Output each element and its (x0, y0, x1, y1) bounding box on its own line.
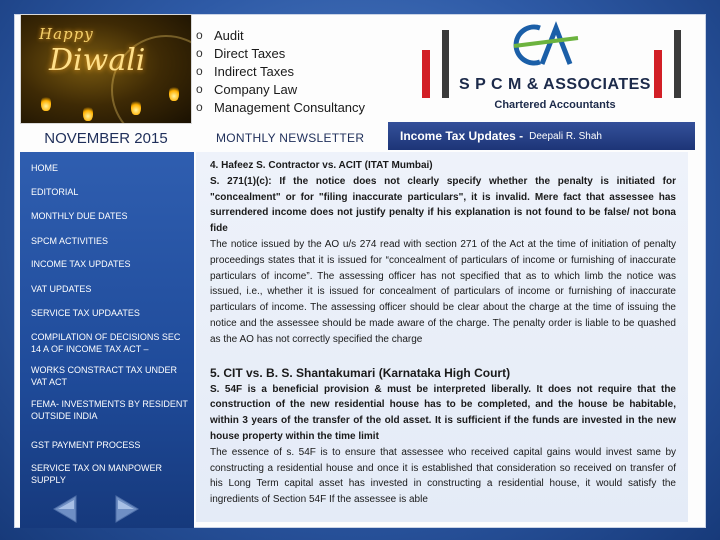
article-content (196, 152, 688, 522)
service-label: Audit (214, 27, 244, 43)
sidebar-nav (20, 152, 194, 528)
diya-lamp-icon (83, 105, 93, 121)
case-5-holding: S. 54F is a beneficial provision & must be interpreted liberally. It does not require that the construction of the new residential house has to be completed, and the house be habitable, within 3 years of the transfer of the old asset. It is sufficient if the funds are invested in the new house property within the time limit (210, 383, 676, 442)
service-item (196, 98, 406, 116)
case-4-title: 4. Hafeez S. Contractor vs. ACIT (ITAT Mumbai) (210, 160, 433, 171)
service-label: Management Consultancy (214, 99, 366, 115)
sidebar-item-compilation-sec-14a[interactable]: COMPILATION OF DECISIONS SEC 14 A OF INCOME TAX ACT – (31, 332, 181, 354)
topic-title: Income Tax Updates - (400, 129, 524, 143)
service-item (196, 44, 406, 62)
sidebar-item-monthly-due-dates[interactable]: MONTHLY DUE DATES (31, 211, 128, 221)
topic-bar (388, 122, 695, 150)
service-item (196, 26, 406, 44)
firm-subtitle: Chartered Accountants (494, 99, 616, 111)
bullet-icon: o (196, 82, 203, 96)
service-label: Direct Taxes (214, 45, 286, 61)
prev-arrow-icon[interactable] (50, 494, 80, 524)
firm-name: S P C M & ASSOCIATES (459, 76, 651, 93)
case-5-title: 5. CIT vs. B. S. Shantakumari (Karnataka High Court) (210, 365, 511, 380)
bullet-icon: o (196, 64, 203, 78)
diya-lamp-icon (41, 95, 51, 111)
greeting-line-2: Diwali (49, 43, 146, 78)
bullet-icon: o (196, 46, 203, 60)
sidebar-item-home[interactable]: HOME (31, 163, 58, 173)
case-4-body: The notice issued by the AO u/s 274 read with section 271 of the Act at the time of initiation of penalty proceedings states that it is issued for “concealment of particulars of income or furnishing of inaccurate particulars of income”. The assessing officer has not specified that as to which limb the notice was issued, i.e., whether it is issued for concealment of particulars of income or furnishing of inaccurate particulars of income. The assessing officer should be clear about the charge at the time of issuing the notice and the assessee should be made aware of the charge. The penalty order is liable to be quashed as the AO has not correctly specified the charge (210, 238, 676, 345)
sidebar-item-vat-updates[interactable]: VAT UPDATES (31, 284, 92, 294)
firm-logo (420, 14, 690, 124)
newsletter-title: MONTHLY NEWSLETTER (216, 131, 365, 145)
issue-month: NOVEMBER 2015 (44, 129, 168, 147)
sidebar-item-spcm-activities[interactable]: SPCM ACTIVITIES (31, 236, 109, 246)
diya-lamp-icon (131, 99, 141, 115)
service-item (196, 80, 406, 98)
case-5-body: The essence of s. 54F is to ensure that assessee who received capital gains would invest same by constructing a residential house and once it is established that consideration so received on transfer of his Long Term capital asset has invested in constructing a residential house, it would satisfy the ingredients of Section 54F If the assessee is able (210, 446, 676, 506)
services-list (196, 26, 406, 116)
next-arrow-icon[interactable] (112, 494, 142, 524)
bullet-icon: o (196, 28, 203, 42)
greeting-line-1: Happy (39, 25, 94, 43)
sidebar-item-service-tax-updates[interactable]: SERVICE TAX UPDAATES (31, 308, 140, 318)
diwali-greeting-image (20, 14, 192, 124)
topic-author: Deepali R. Shah (529, 130, 602, 142)
sidebar-item-service-tax-manpower[interactable]: SERVICE TAX ON MANPOWER SUPPLY (31, 463, 163, 485)
service-label: Company Law (214, 81, 298, 97)
sidebar-item-gst-payment[interactable]: GST PAYMENT PROCESS (31, 440, 141, 450)
bullet-icon: o (196, 100, 203, 114)
diya-lamp-icon (169, 85, 179, 101)
sidebar-item-fema-investments[interactable]: FEMA- INVESTMENTS BY RESIDENT OUTSIDE INDIA (31, 399, 188, 421)
sidebar-item-works-contract-tax[interactable]: WORKS CONSTRACT TAX UNDER VAT ACT (31, 365, 178, 387)
sidebar-item-income-tax-updates[interactable]: INCOME TAX UPDATES (31, 259, 131, 269)
ca-logo-icon (506, 20, 586, 70)
service-item (196, 62, 406, 80)
service-label: Indirect Taxes (214, 63, 294, 79)
sidebar-item-editorial[interactable]: EDITORIAL (31, 187, 79, 197)
case-4-holding: S. 271(1)(c): If the notice does not clearly specify whether the penalty is initiated for "concealment" or for "filing inaccurate particulars", it is invalid. Mere fact that assessee has surrendered income does not justify penalty if his explanation is not found to be false/ not bona fide (210, 175, 676, 235)
